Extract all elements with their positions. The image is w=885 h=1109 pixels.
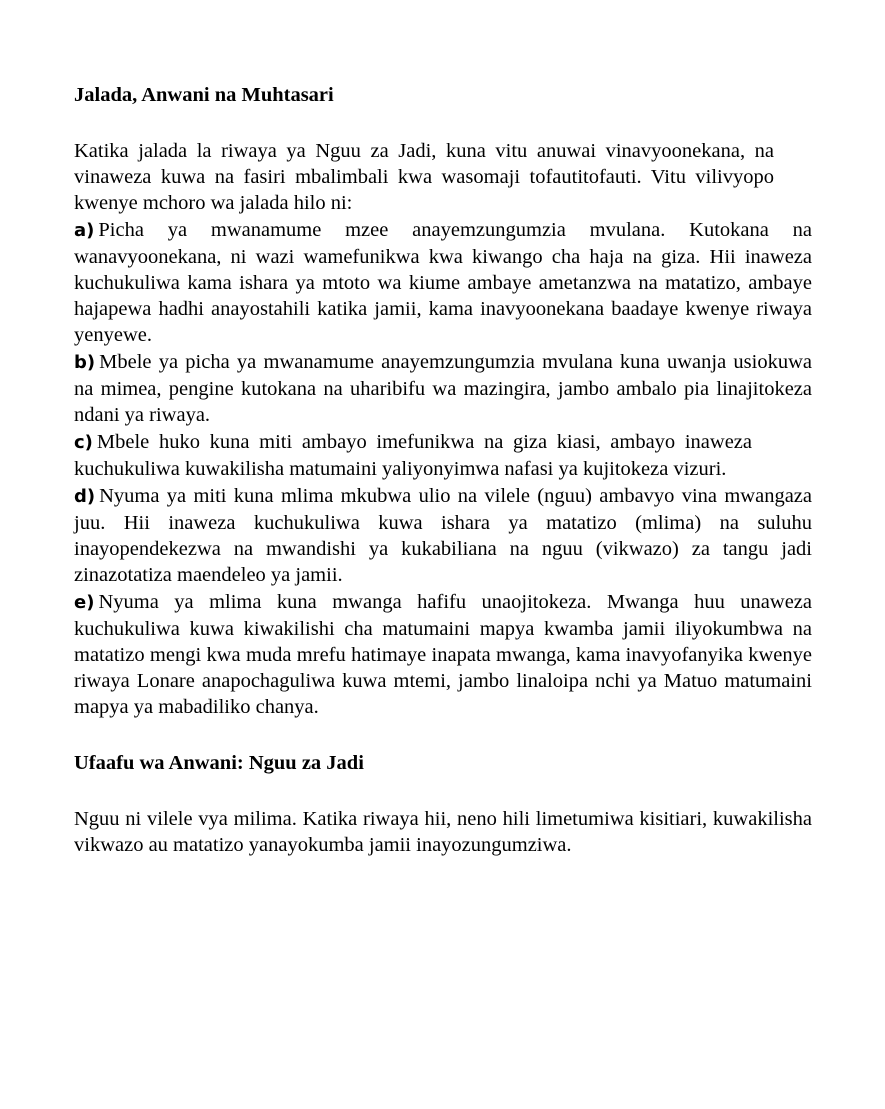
list-item-c: [74, 429, 752, 482]
section-heading-title: Ufaafu wa Anwani: Nguu za Jadi: [74, 752, 364, 774]
list-item-text: Picha ya mwanamume mzee anayemzungumzia mvulana. Kutokana na wanavyoonekana, ni wazi wamefunikwa kwa kiwango cha haja na giza. Hii inaweza kuchukuliwa kama ishara ya mtoto wa kiume ambaye ametanzwa na matatizo, ambaye hajapewa hadhi anayostahili katika jamii, kama inavyoonekana baadaye kwenye riwaya yenyewe.: [74, 219, 812, 346]
list-item-text: Nyuma ya mlima kuna mwanga hafifu unaojitokeza. Mwanga huu unaweza kuchukuliwa kuwa kiwakilishi cha matumaini mapya kwamba jamii iliyokumbwa na matatizo mengi kwa muda mrefu hatimaye inapata mwanga, kama inavyofanyika kwenye riwaya Lonare anapochaguliwa kuwa mtemi, jambo linaloipa nchi ya Matuo matumaini mapya ya mabadiliko chanya.: [74, 591, 812, 718]
list-marker: e): [74, 592, 95, 613]
list-item-a: [74, 217, 812, 348]
list-item-b: [74, 349, 812, 428]
list-item-text: Nyuma ya miti kuna mlima mkubwa ulio na vilele (nguu) ambavyo vina mwangaza juu. Hii inaweza kuchukuliwa kuwa ishara ya matatizo (mlima) na suluhu inayopendekezwa na mwandishi ya kukabiliana na nguu (vikwazo) za tangu jadi zinazotatiza maendeleo ya jamii.: [74, 485, 812, 586]
section-heading-cover: Jalada, Anwani na Muhtasari: [74, 84, 334, 106]
list-marker: b): [74, 352, 96, 373]
list-marker: a): [74, 220, 95, 241]
body-paragraph: Nguu ni vilele vya milima. Katika riwaya hii, neno hili limetumiwa kisitiari, kuwakilisha vikwazo au matatizo yanayokumba jamii inayozungumziwa.: [74, 808, 812, 856]
list-item-d: [74, 483, 812, 588]
list-item-text: Mbele huko kuna miti ambayo imefunikwa na giza kiasi, ambayo inaweza kuchukuliwa kuwakilisha matumaini yaliyonyimwa nafasi ya kujitokeza vizuri.: [74, 431, 752, 480]
list-marker: c): [74, 432, 93, 453]
list-item-text: Mbele ya picha ya mwanamume anayemzungumzia mvulana kuna uwanja usiokuwa na mimea, pengine kutokana na uharibifu wa mazingira, jambo ambalo pia linajitokeza ndani ya riwaya.: [74, 351, 812, 426]
intro-paragraph: Katika jalada la riwaya ya Nguu za Jadi, kuna vitu anuwai vinavyoonekana, na vinaweza kuwa na fasiri mbalimbali kwa wasomaji tofautitofauti. Vitu vilivyopo kwenye mchoro wa jalada hilo ni:: [74, 140, 774, 214]
list-item-e: [74, 589, 812, 720]
list-marker: d): [74, 486, 96, 507]
document-page: [74, 82, 812, 858]
